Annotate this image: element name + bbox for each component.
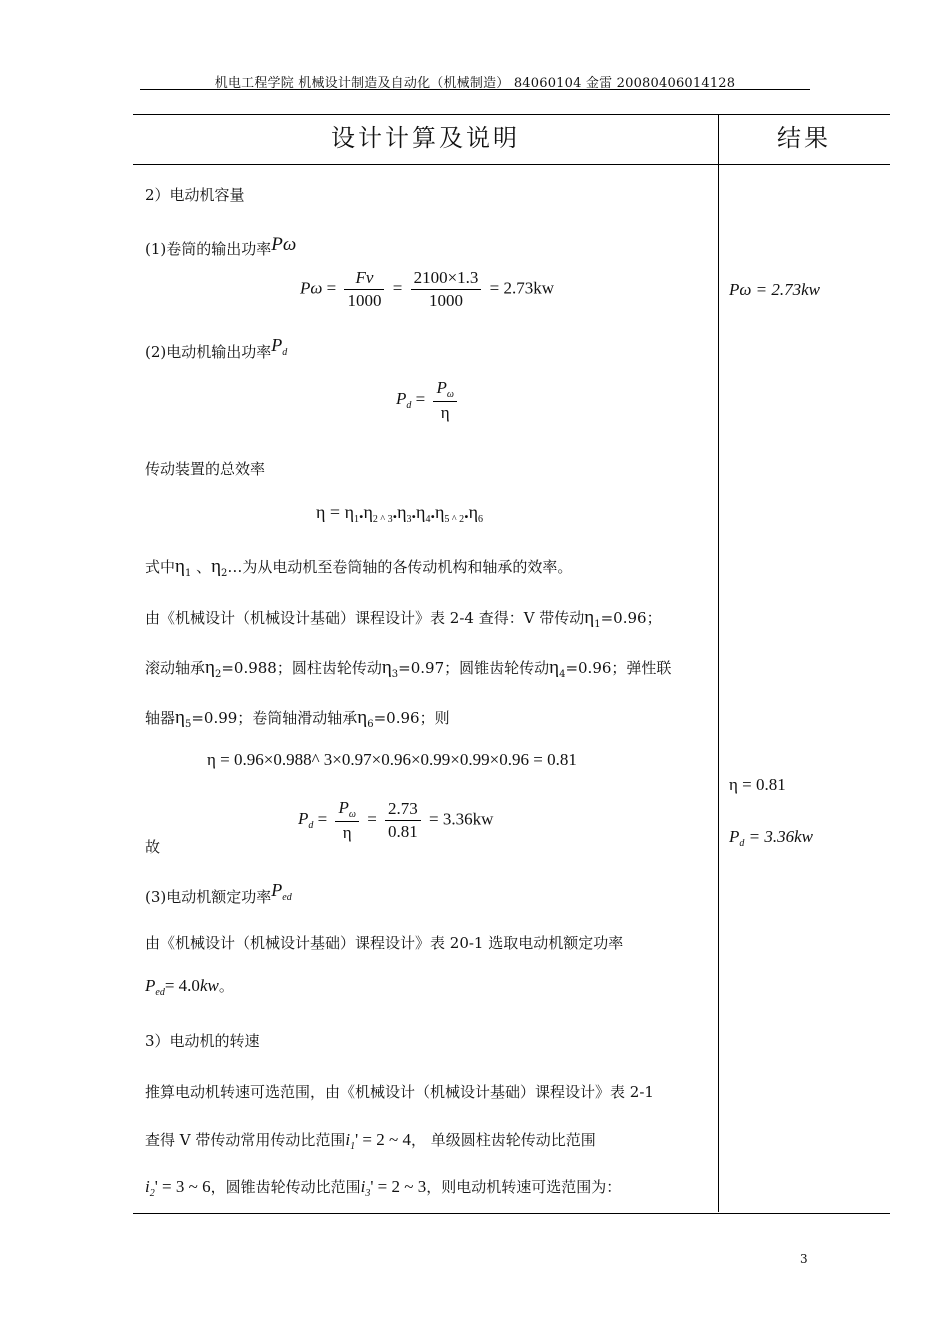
column-header-result: 结果 <box>777 124 831 152</box>
numerator: 2.73 <box>385 799 421 821</box>
page-number: 3 <box>800 1252 808 1266</box>
result-pd: $P_d = 3.36kw$ <box>729 827 813 849</box>
text: ，圆锥齿轮传动比范围 <box>210 1178 361 1196</box>
numerator: 2100×1.3 <box>411 268 482 290</box>
paragraph: 查得 V 带传动常用传动比范围$i_1' = 2$ ~ 4， 单级圆柱齿轮传动比范围 <box>145 1130 596 1152</box>
text: 由《机械设计（机械设计基础）课程设计》表 2-4 查得：V 带传动 <box>145 609 585 627</box>
running-header: 机电工程学院 机械设计制造及自动化（机械制造） 84060104 金雷 20080406014128 <box>214 76 736 91</box>
equation-pd-calculation: $P_d$ = $\frac{P_\omega}{\eta}$ = $\frac{2.73}{0.81}$ = 3.36kw <box>298 798 494 842</box>
equation-efficiency-chain: $\eta = \eta_1.\eta_{2 \^{} 3}.\eta_3.\eta_4.\eta_{5 \^{} 2}.\eta_6$ <box>316 502 483 525</box>
label: (1)卷筒的输出功率 <box>145 240 272 258</box>
result-pd-value: = 3.36kw <box>748 827 813 846</box>
denominator: 1000 <box>429 291 463 310</box>
text: ， 单级圆柱齿轮传动比范围 <box>410 1131 596 1149</box>
text: =0.96；弹性联 <box>565 659 672 677</box>
label: (3)电动机额定功率 <box>145 888 272 906</box>
ratio-range: ' = 2 ~ 3 <box>370 1177 427 1196</box>
text: 为从电动机至卷筒轴的各传动机构和轴承的效率。 <box>242 558 573 576</box>
text: 。 <box>218 977 234 995</box>
text: 查得 V 带传动常用传动比范围 <box>145 1131 346 1149</box>
equation-eta-calculation: η = 0.96×0.988^ 3×0.97×0.96×0.99×0.99×0.96 = 0.81 <box>207 750 577 769</box>
column-divider <box>718 114 719 1212</box>
result-pw: Pω = 2.73kw <box>729 280 820 299</box>
section-title: 3）电动机的转速 <box>145 1032 260 1050</box>
paragraph: 滚动轴承$\eta_2=0.988$；圆柱齿轮传动$\eta_3=0.97$；圆锥齿轮传动$\eta_4=0.96$；弹性联 <box>145 657 672 680</box>
symbol: Pω <box>271 234 297 255</box>
ratio-range: ' = 3 ~ 6 <box>154 1177 211 1196</box>
paragraph <box>145 234 296 259</box>
paragraph: 式中$\eta_1$ 、$\eta_2\dots$为从电动机至卷筒轴的各传动机构和轴承的效率。 <box>145 556 573 579</box>
paragraph: 由《机械设计（机械设计基础）课程设计》表 2-4 查得：V 带传动$\eta_1=0.96$； <box>145 607 662 630</box>
ratio-range: ' = 2 ~ 4 <box>355 1130 411 1149</box>
text: =0.988；圆柱齿轮传动 <box>221 659 382 677</box>
rated-unit: kw <box>199 976 219 995</box>
pw-value: = 2.73kw <box>489 278 555 298</box>
label: (2)电动机输出功率 <box>145 343 272 361</box>
section-title: 2）电动机容量 <box>145 186 245 204</box>
paragraph: 由《机械设计（机械设计基础）课程设计》表 20-1 选取电动机额定功率 <box>145 934 624 952</box>
header-rule <box>140 89 810 90</box>
text: =0.96； <box>600 609 662 627</box>
paragraph: $i_2' = 3$ ~ 6，圆锥齿轮传动比范围$i_3' = 2$ ~ 3，则电动机转速可选范围为： <box>145 1177 622 1199</box>
text: 滚动轴承 <box>145 659 206 677</box>
equation-pd-definition: $P_d$ = $\frac{P_\omega}{\eta}$ <box>396 378 461 423</box>
text: =0.96；则 <box>373 709 450 727</box>
result-eta: η = 0.81 <box>729 775 786 794</box>
column-header-calculation: 设计计算及说明 <box>331 124 520 152</box>
paragraph: 推算电动机转速可选范围，由《机械设计（机械设计基础）课程设计》表 2-1 <box>145 1083 654 1101</box>
paragraph: 故 <box>145 838 161 856</box>
text: =0.99；卷筒轴滑动轴承 <box>191 709 358 727</box>
text: =0.97；圆锥齿轮传动 <box>398 659 550 677</box>
text: ，则电动机转速可选范围为： <box>426 1178 622 1196</box>
eta-symbol: η <box>440 403 450 422</box>
pd-value: = 3.36kw <box>429 809 494 829</box>
text: 式中 <box>145 558 176 576</box>
equation-pw: Pω = $\frac{Fv}{1000}$ = $\frac{2100\times 1.3}{1000}$ = 2.73kw <box>300 268 555 310</box>
denominator: 0.81 <box>388 822 418 841</box>
numerator: Fv <box>344 268 384 290</box>
paragraph: 轴器$\eta_5=0.99$；卷筒轴滑动轴承$\eta_6=0.96$；则 <box>145 707 450 730</box>
pw-symbol: Pω <box>300 278 323 298</box>
paragraph: $P_{ed}= 4.0kw$。 <box>145 976 234 998</box>
text: 轴器 <box>145 709 176 727</box>
section-subtitle: 传动装置的总效率 <box>145 460 266 478</box>
denominator: 1000 <box>347 291 382 310</box>
paragraph: (2)电动机输出功率$P_d$ <box>145 335 288 361</box>
rated-value: = 4.0 <box>164 976 200 995</box>
header-row-divider <box>133 164 890 165</box>
paragraph: (3)电动机额定功率$P_{ed}$ <box>145 880 292 906</box>
